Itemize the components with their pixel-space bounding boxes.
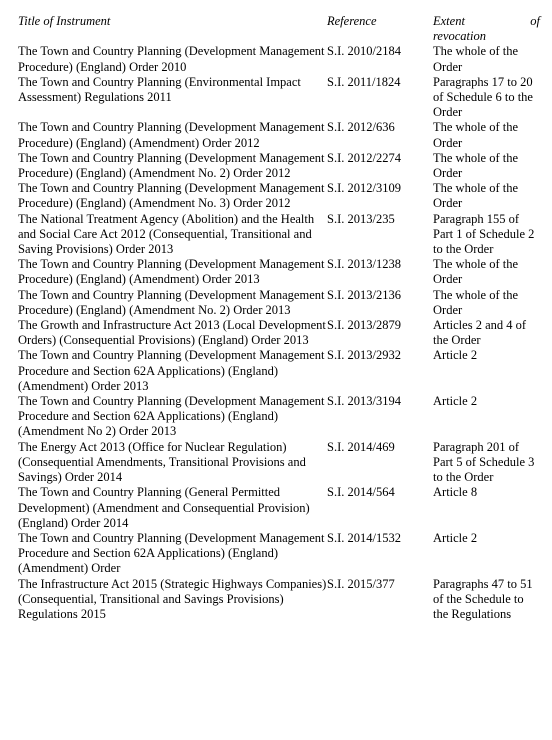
reference-cell: S.I. 2013/2879 <box>327 318 401 333</box>
table-row <box>18 257 540 287</box>
extent-cell: The whole of the Order <box>433 257 519 287</box>
header-extent-revocation: revocation <box>433 29 486 44</box>
reference-cell: S.I. 2015/377 <box>327 576 395 591</box>
reference-cell: S.I. 2012/3109 <box>327 181 401 196</box>
reference-cell: S.I. 2012/2274 <box>327 150 401 165</box>
instrument-title-cell: The Town and Country Planning (Development Management Procedure and Section 62A Applications) (England) (Amendment No 2) Order 2013 <box>18 394 325 439</box>
table-row <box>18 212 540 258</box>
instrument-title-cell: The Town and Country Planning (Development Management Procedure) (England) (Amendment) Order 2012 <box>18 120 325 150</box>
table-row <box>18 318 540 348</box>
header-title-of-instrument: Title of Instrument <box>18 14 111 28</box>
instrument-title-cell: The Town and Country Planning (Development Management Procedure and Section 62A Applications) (England) (Amendment) Order 2013 <box>18 348 325 393</box>
reference-cell: S.I. 2014/469 <box>327 439 395 454</box>
instrument-title-cell: The Town and Country Planning (Development Management Procedure) (England) Order 2010 <box>18 44 325 74</box>
reference-cell: S.I. 2011/1824 <box>327 74 401 89</box>
instrument-title-cell: The Town and Country Planning (Development Management Procedure) (England) (Amendment) Order 2013 <box>18 257 325 287</box>
table-row <box>18 485 540 531</box>
instrument-title-cell: The Town and Country Planning (Development Management Procedure) (England) (Amendment No. 2) Order 2013 <box>18 287 325 317</box>
reference-cell: S.I. 2013/3194 <box>327 394 401 409</box>
extent-cell: Paragraphs 47 to 51 of the Schedule to the Regulations <box>433 576 533 621</box>
instrument-title-cell: The Infrastructure Act 2015 (Strategic Highways Companies) (Consequential, Transitional and Savings Provisions) Regulations 2015 <box>18 576 327 621</box>
instrument-title-cell: The Growth and Infrastructure Act 2013 (Local Development Orders) (Consequential Provisions) (England) Order 2013 <box>18 318 326 348</box>
revocations-table <box>18 14 540 622</box>
table-row <box>18 348 540 394</box>
header-reference: Reference <box>327 14 377 28</box>
instrument-title-cell: The National Treatment Agency (Abolition) and the Health and Social Care Act 2012 (Consequential, Transitional and Saving Provisions) Order 2013 <box>18 211 315 257</box>
reference-cell: S.I. 2014/1532 <box>327 530 401 545</box>
instrument-title-cell: The Energy Act 2013 (Office for Nuclear Regulation) (Consequential Amendments, Transitional Provisions and Savings) Order 2014 <box>18 439 306 485</box>
header-extent-of-revocation <box>433 14 540 44</box>
reference-cell: S.I. 2014/564 <box>327 485 395 500</box>
table-row <box>18 44 540 74</box>
table-row <box>18 394 540 440</box>
reference-cell: S.I. 2013/2932 <box>327 348 401 363</box>
extent-cell: Paragraph 155 of Part 1 of Schedule 2 to the Order <box>433 211 535 257</box>
instrument-title-cell: The Town and Country Planning (Development Management Procedure and Section 62A Applications) (England) (Amendment) Order <box>18 530 325 576</box>
table-row <box>18 75 540 121</box>
extent-cell: Article 8 <box>433 485 478 500</box>
extent-cell: The whole of the Order <box>433 44 519 74</box>
header-extent-of: of <box>530 14 540 28</box>
reference-cell: S.I. 2010/2184 <box>327 44 401 59</box>
reference-cell: S.I. 2013/2136 <box>327 287 401 302</box>
extent-cell: The whole of the Order <box>433 181 519 211</box>
table-row <box>18 151 540 181</box>
instrument-title-cell: The Town and Country Planning (Development Management Procedure) (England) (Amendment No. 3) Order 2012 <box>18 181 325 211</box>
instrument-title-cell: The Town and Country Planning (Environmental Impact Assessment) Regulations 2011 <box>18 74 301 105</box>
extent-cell: Articles 2 and 4 of the Order <box>433 318 527 348</box>
table-row <box>18 120 540 150</box>
reference-cell: S.I. 2012/636 <box>327 120 395 135</box>
table-row <box>18 440 540 486</box>
table-row <box>18 288 540 318</box>
table-header-row <box>18 14 540 44</box>
table-row <box>18 577 540 623</box>
instrument-title-cell: The Town and Country Planning (General Permitted Development) (Amendment and Consequential Provision) (England) Order 2014 <box>18 485 310 530</box>
extent-cell: The whole of the Order <box>433 120 519 150</box>
header-extent-word: Extent <box>433 14 465 28</box>
reference-cell: S.I. 2013/235 <box>327 211 395 226</box>
table-row <box>18 181 540 211</box>
extent-cell: Paragraphs 17 to 20 of Schedule 6 to the Order <box>433 74 533 120</box>
table-row <box>18 531 540 577</box>
reference-cell: S.I. 2013/1238 <box>327 257 401 272</box>
extent-cell: The whole of the Order <box>433 150 519 181</box>
extent-cell: Article 2 <box>433 394 478 409</box>
extent-cell: Article 2 <box>433 530 478 545</box>
instrument-title-cell: The Town and Country Planning (Development Management Procedure) (England) (Amendment No. 2) Order 2012 <box>18 150 325 181</box>
extent-cell: The whole of the Order <box>433 287 519 317</box>
extent-cell: Paragraph 201 of Part 5 of Schedule 3 to the Order <box>433 439 535 485</box>
extent-cell: Article 2 <box>433 348 478 363</box>
